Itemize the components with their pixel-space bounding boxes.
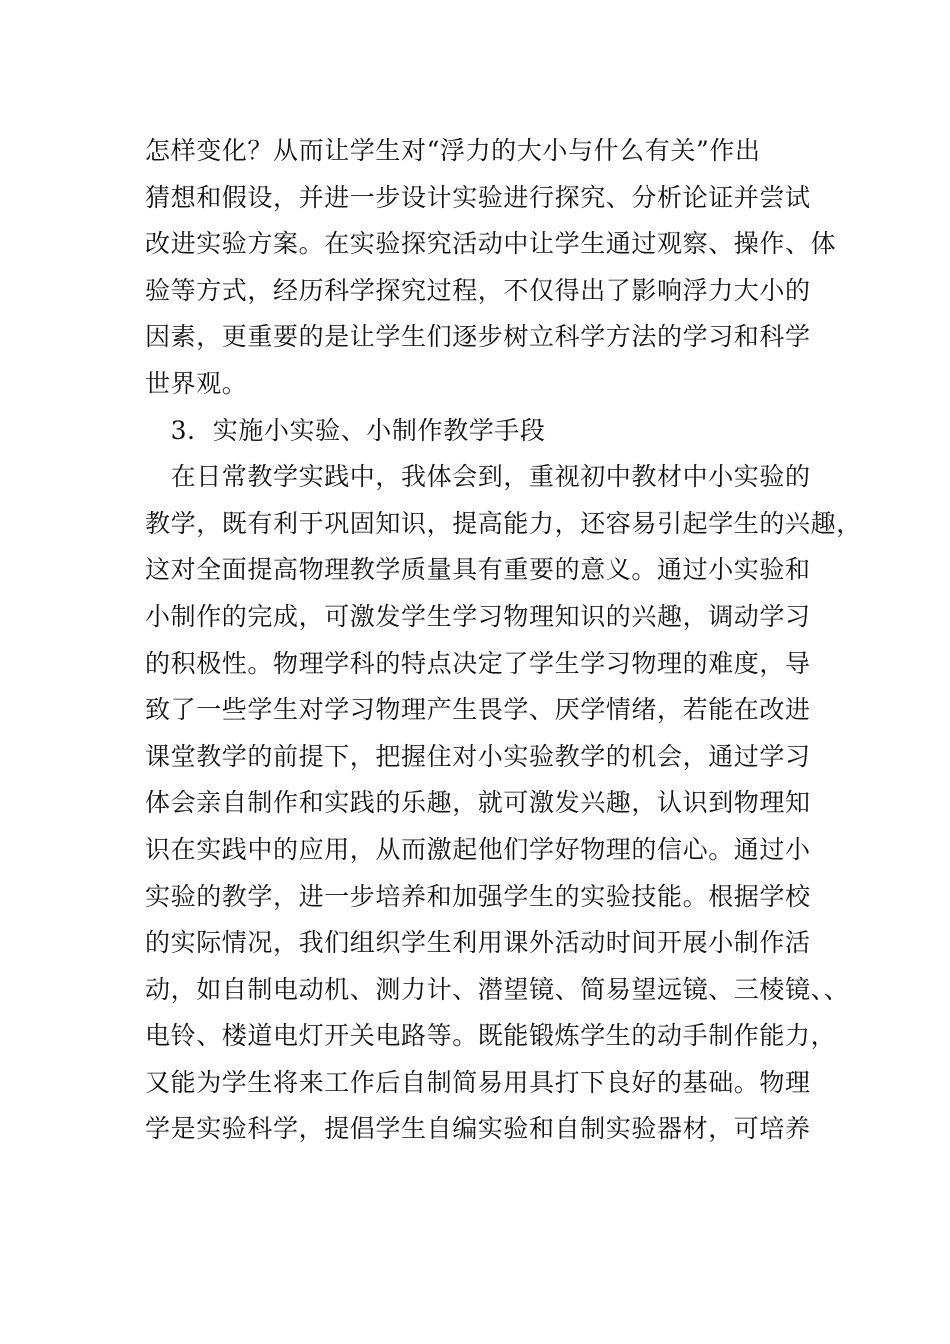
text-line: 小制作的完成，可激发学生学习物理知识的兴趣，调动学习 bbox=[145, 601, 811, 631]
text-line: 改进实验方案。在实验探究活动中让学生通过观察、操作、体 bbox=[145, 229, 837, 259]
text-line: 这对全面提高物理教学质量具有重要的意义。通过小实验和 bbox=[145, 555, 811, 585]
text-line: 致了一些学生对学习物理产生畏学、厌学情绪，若能在改进 bbox=[145, 695, 811, 725]
text-line: 的积极性。物理学科的特点决定了学生学习物理的难度，导 bbox=[145, 648, 811, 678]
text-line: 课堂教学的前提下，把握住对小实验教学的机会，通过学习 bbox=[145, 741, 811, 771]
text-line: 识在实践中的应用，从而激起他们学好物理的信心。通过小 bbox=[145, 834, 811, 864]
text-line: 猜想和假设，并进一步设计实验进行探究、分析论证并尝试 bbox=[145, 182, 811, 212]
text-line: 怎样变化？从而让学生对“浮力的大小与什么有关”作出 bbox=[145, 136, 761, 165]
text-line: 在日常教学实践中，我体会到，重视初中教材中小实验的 bbox=[145, 462, 811, 492]
body-text bbox=[145, 128, 862, 1153]
text-line: 的实际情况，我们组织学生利用课外活动时间开展小制作活 bbox=[145, 928, 811, 958]
text-line: 学是实验科学，提倡学生自编实验和自制实验器材，可培养 bbox=[145, 1114, 811, 1144]
text-line: 又能为学生将来工作后自制简易用具打下良好的基础。物理 bbox=[145, 1067, 811, 1097]
text-line: 因素，更重要的是让学生们逐步树立科学方法的学习和科学 bbox=[145, 322, 811, 352]
section-heading: 3．实施小实验、小制作教学手段 bbox=[145, 415, 546, 445]
text-line: 电铃、楼道电灯开关电路等。既能锻炼学生的动手制作能力， bbox=[145, 1021, 837, 1051]
text-line: 世界观。 bbox=[145, 368, 248, 398]
text-line: 实验的教学，进一步培养和加强学生的实验技能。根据学校 bbox=[145, 881, 811, 911]
text-line: 验等方式，经历科学探究过程，不仅得出了影响浮力大小的 bbox=[145, 275, 811, 305]
text-line: 动，如自制电动机、测力计、潜望镜、简易望远镜、三棱镜、、 bbox=[145, 974, 850, 1004]
text-line: 体会亲自制作和实践的乐趣，就可激发兴趣，认识到物理知 bbox=[145, 788, 811, 818]
text-line: 教学，既有利于巩固知识，提高能力，还容易引起学生的兴趣， bbox=[145, 508, 862, 538]
